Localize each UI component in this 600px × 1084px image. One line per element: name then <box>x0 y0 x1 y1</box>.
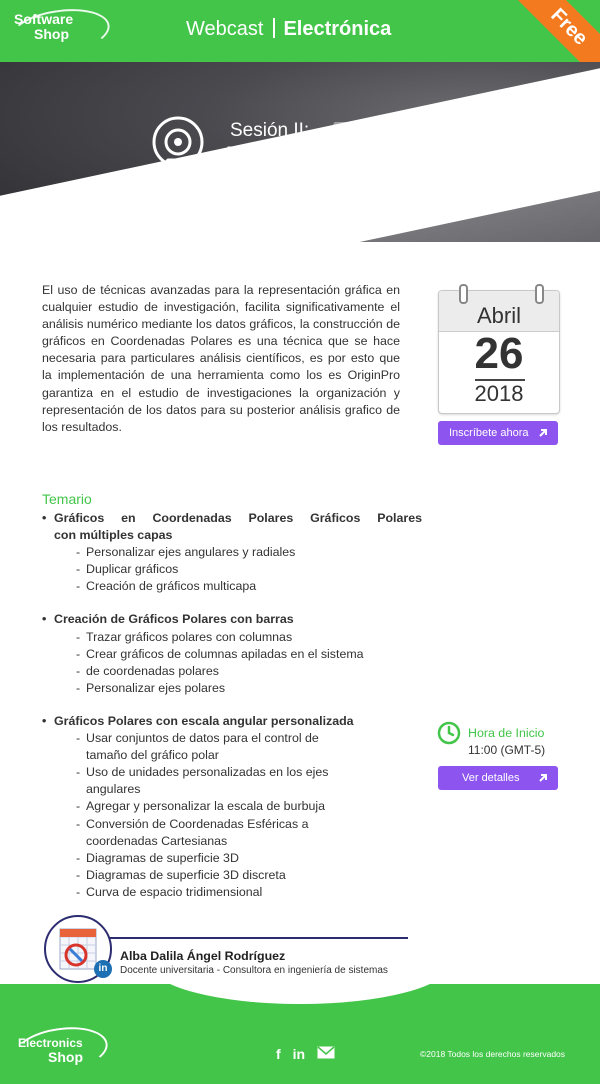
topic-heading <box>42 510 422 544</box>
subtopic-item: - Usar conjuntos de datos para el control de <box>76 730 422 747</box>
footer-logo-line1: Electronics <box>18 1036 83 1050</box>
copyright-text: ©2018 Todos los derechos reservados <box>420 1049 566 1059</box>
logo-line1: Software <box>14 11 74 27</box>
title-separator <box>273 18 275 38</box>
subtopic-item: - Curva de espacio tridimensional <box>76 884 422 901</box>
details-button[interactable] <box>438 766 558 790</box>
subtopic-item: - Creación de gráficos multicapa <box>76 578 422 595</box>
calendar-ring <box>535 284 544 304</box>
calendar-ring <box>459 284 468 304</box>
calendar-day: 26 <box>474 329 524 378</box>
calendar-year: 2018 <box>474 381 524 406</box>
webcam-icon <box>146 114 210 178</box>
subtopic-item: - Personalizar ejes polares <box>76 680 422 697</box>
header-title <box>186 18 391 41</box>
start-time-label: Hora de Inicio <box>468 726 545 740</box>
subtopic-item: - Diagramas de superficie 3D <box>76 850 422 867</box>
speaker-role: Docente universitaria - Consultora en ingeniería de sistemas <box>120 965 388 976</box>
register-button-label: Inscríbete ahora <box>449 427 529 439</box>
electronics-shop-logo[interactable] <box>18 1036 83 1064</box>
subtopic-item: - Diagramas de superficie 3D discreta <box>76 867 422 884</box>
subtopic-list <box>42 730 422 901</box>
arrow-up-right-icon <box>538 773 548 783</box>
footer-notch <box>150 984 450 1004</box>
subtopic-item: - Agregar y personalizar la escala de burbuja <box>76 798 422 815</box>
subtopic-item: - Conversión de Coordenadas Esféricas a <box>76 816 422 833</box>
linkedin-icon[interactable]: in <box>292 1046 306 1063</box>
webcast-label: Webcast <box>186 18 264 40</box>
social-links <box>276 1045 343 1062</box>
speaker-name: Alba Dalila Ángel Rodríguez <box>120 949 286 963</box>
session-title <box>226 119 430 191</box>
subtopic-continuation: coordenadas Cartesianas <box>86 833 228 848</box>
date-calendar <box>438 290 560 414</box>
topic-item <box>42 713 422 901</box>
clock-icon <box>437 721 461 745</box>
subtopic-list <box>42 544 422 595</box>
intro-paragraph: El uso de técnicas avanzadas para la representación gráfica en cualquier estudio de investigación, facilita significativamente el análisis numérico mediante los datos gráficos, la construcción de gráficos en Coordenadas Polares es una técnica que se hace necesaria para particulares análisis científicos, es por esto que la implementación de una herramienta como los es OriginPro garantiza en el estudio de investigaciones la organización y representación de los datos para su posterior análisis grafico de los resultados. <box>42 283 400 434</box>
arrow-up-right-icon <box>538 428 548 438</box>
topic-heading <box>42 611 422 628</box>
software-shop-logo[interactable] <box>14 12 73 42</box>
topic-heading-line2: con múltiples capas <box>54 528 173 543</box>
footer-logo-line2: Shop <box>48 1049 83 1065</box>
details-button-label: Ver detalles <box>462 772 520 784</box>
category-label: Electrónica <box>283 18 392 40</box>
subtopic-continuation: angulares <box>86 782 141 797</box>
topic-heading-line1: • Creación de Gráficos Polares con barras <box>54 612 294 627</box>
subtopic-item: - Duplicar gráficos <box>76 561 422 578</box>
footer-logo-swoosh <box>11 1022 110 1079</box>
start-time-value: 11:00 (GMT-5) <box>468 743 546 757</box>
topic-heading-line1: • Gráficos Polares con escala angular personalizada <box>54 713 354 728</box>
free-badge: Free <box>511 0 600 62</box>
logo-line2: Shop <box>34 26 69 42</box>
footer-bar <box>0 984 600 1084</box>
subtopic-continuation: tamaño del gráfico polar <box>86 748 219 763</box>
subtopic-continuation: de coordenadas polares <box>86 663 219 678</box>
topic-heading-line1: • Gráficos en Coordenadas Polares Gráficos Polares <box>54 511 422 525</box>
topic-heading <box>42 713 422 730</box>
facebook-icon[interactable]: f <box>276 1046 281 1063</box>
speaker-divider <box>62 937 408 939</box>
session-title-line2: Coordenadas Polares <box>226 168 410 189</box>
session-title-line1: Presentación Gráfica en <box>226 144 430 165</box>
session-number: Sesión II: <box>230 120 310 141</box>
linkedin-badge-icon[interactable]: in <box>94 960 112 978</box>
register-button[interactable] <box>438 421 558 445</box>
temario-title: Temario <box>42 491 92 507</box>
header-bar <box>0 0 600 62</box>
subtopic-item: - Personalizar ejes angulares y radiales <box>76 544 422 561</box>
subtopic-item: - Trazar gráficos polares con columnas <box>76 629 422 646</box>
subtopic-list <box>42 629 422 697</box>
topic-item <box>42 611 422 696</box>
mail-icon[interactable] <box>317 1046 335 1062</box>
subtopic-item: - Uso de unidades personalizadas en los ejes <box>76 764 422 781</box>
topic-item <box>42 510 422 595</box>
calendar-month: Abril <box>476 303 521 328</box>
subtopic-item <box>76 663 422 680</box>
subtopic-item: - Crear gráficos de columnas apiladas en el sistema <box>76 646 422 663</box>
topics-list <box>42 510 422 917</box>
